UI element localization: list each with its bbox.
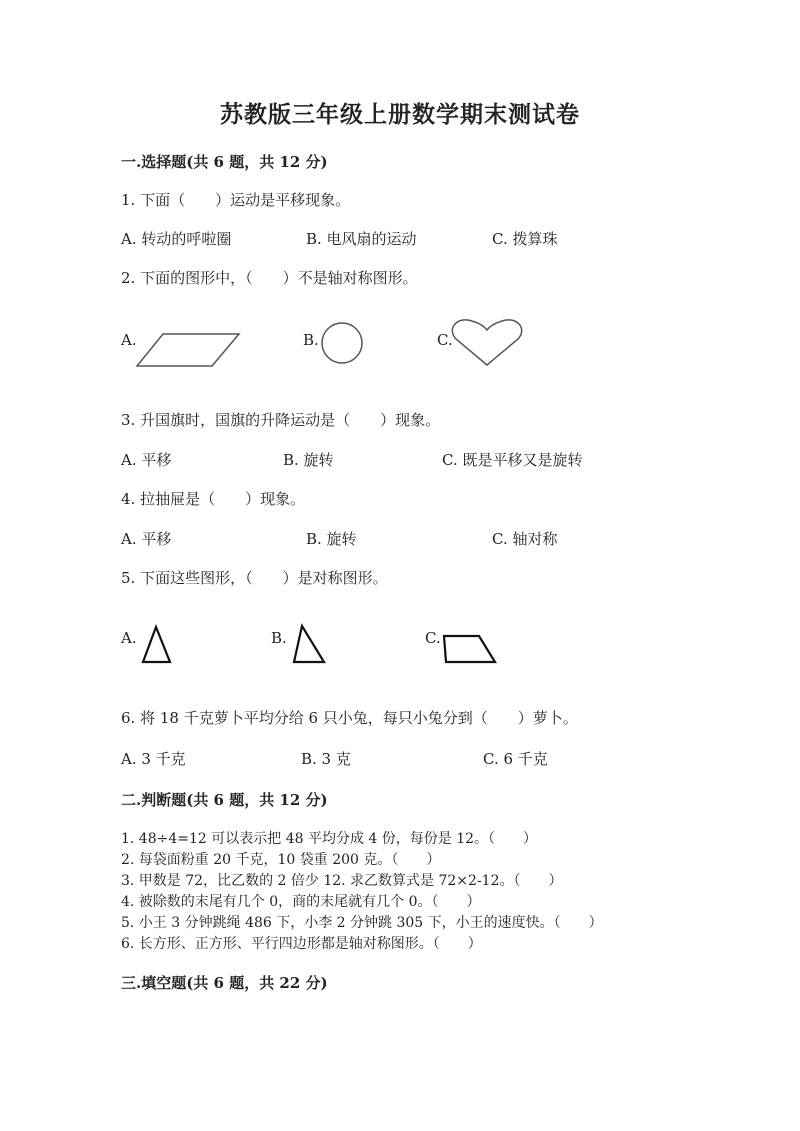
heart-shape — [452, 318, 522, 368]
question-3: 3. 升国旗时，国旗的升降运动是（ ）现象。 — [121, 411, 441, 429]
q4-option-c: C. 轴对称 — [492, 530, 558, 548]
parallelogram-shape — [136, 332, 240, 368]
question-4: 4. 拉抽屉是（ ）现象。 — [121, 490, 306, 508]
q4-option-b: B. 旋转 — [306, 530, 357, 548]
q5-option-b: B. — [271, 629, 287, 647]
q4-option-a: A. 平移 — [121, 530, 172, 548]
q5-option-a: A. — [121, 629, 137, 647]
tf-item-2: 2. 每袋面粉重 20 千克，10 袋重 200 克。（ ） — [121, 852, 441, 868]
q6-option-c: C. 6 千克 — [483, 750, 548, 768]
q6-option-b: B. 3 克 — [301, 750, 351, 768]
question-6: 6. 将 18 千克萝卜平均分给 6 只小兔，每只小兔分到（ ）萝卜。 — [121, 709, 578, 727]
q1-option-a: A. 转动的呼啦圈 — [121, 230, 232, 248]
circle-shape — [321, 322, 365, 366]
section-heading-true-false: 二.判断题(共 6 题，共 12 分) — [121, 791, 328, 809]
q1-option-c: C. 拨算珠 — [492, 230, 558, 248]
tf-item-5: 5. 小王 3 分钟跳绳 486 下，小李 2 分钟跳 305 下，小王的速度快。（ ） — [121, 915, 603, 931]
tf-item-4: 4. 被除数的末尾有几个 0，商的末尾就有几个 0。（ ） — [121, 894, 481, 910]
question-2: 2. 下面的图形中，（ ）不是轴对称图形。 — [121, 269, 418, 287]
q6-option-a: A. 3 千克 — [121, 750, 186, 768]
q2-option-a: A. — [121, 331, 137, 349]
q2-option-c: C. — [437, 331, 453, 349]
scalene-triangle-shape — [290, 624, 326, 666]
question-1: 1. 下面（ ）运动是平移现象。 — [121, 191, 351, 209]
question-5: 5. 下面这些图形，（ ）是对称图形。 — [121, 569, 388, 587]
q3-option-a: A. 平移 — [121, 451, 172, 469]
isosceles-triangle-shape — [141, 625, 173, 665]
q3-option-b: B. 旋转 — [283, 451, 334, 469]
section-heading-fill-in: 三.填空题(共 6 题，共 22 分) — [121, 974, 328, 992]
tf-item-3: 3. 甲数是 72，比乙数的 2 倍少 12. 求乙数算式是 72×2-12。（ ） — [121, 873, 563, 889]
q2-option-b: B. — [303, 331, 319, 349]
page-title: 苏教版三年级上册数学期末测试卷 — [220, 101, 580, 128]
q5-option-c: C. — [425, 629, 441, 647]
q3-option-c: C. 既是平移又是旋转 — [442, 451, 583, 469]
trapezoid-shape — [442, 634, 498, 664]
q1-option-b: B. 电风扇的运动 — [306, 230, 417, 248]
tf-item-1: 1. 48÷4=12 可以表示把 48 平均分成 4 份，每份是 12。（ ） — [121, 831, 538, 847]
section-heading-choice: 一.选择题(共 6 题，共 12 分) — [121, 153, 328, 171]
tf-item-6: 6. 长方形、正方形、平行四边形都是轴对称图形。（ ） — [121, 936, 482, 952]
